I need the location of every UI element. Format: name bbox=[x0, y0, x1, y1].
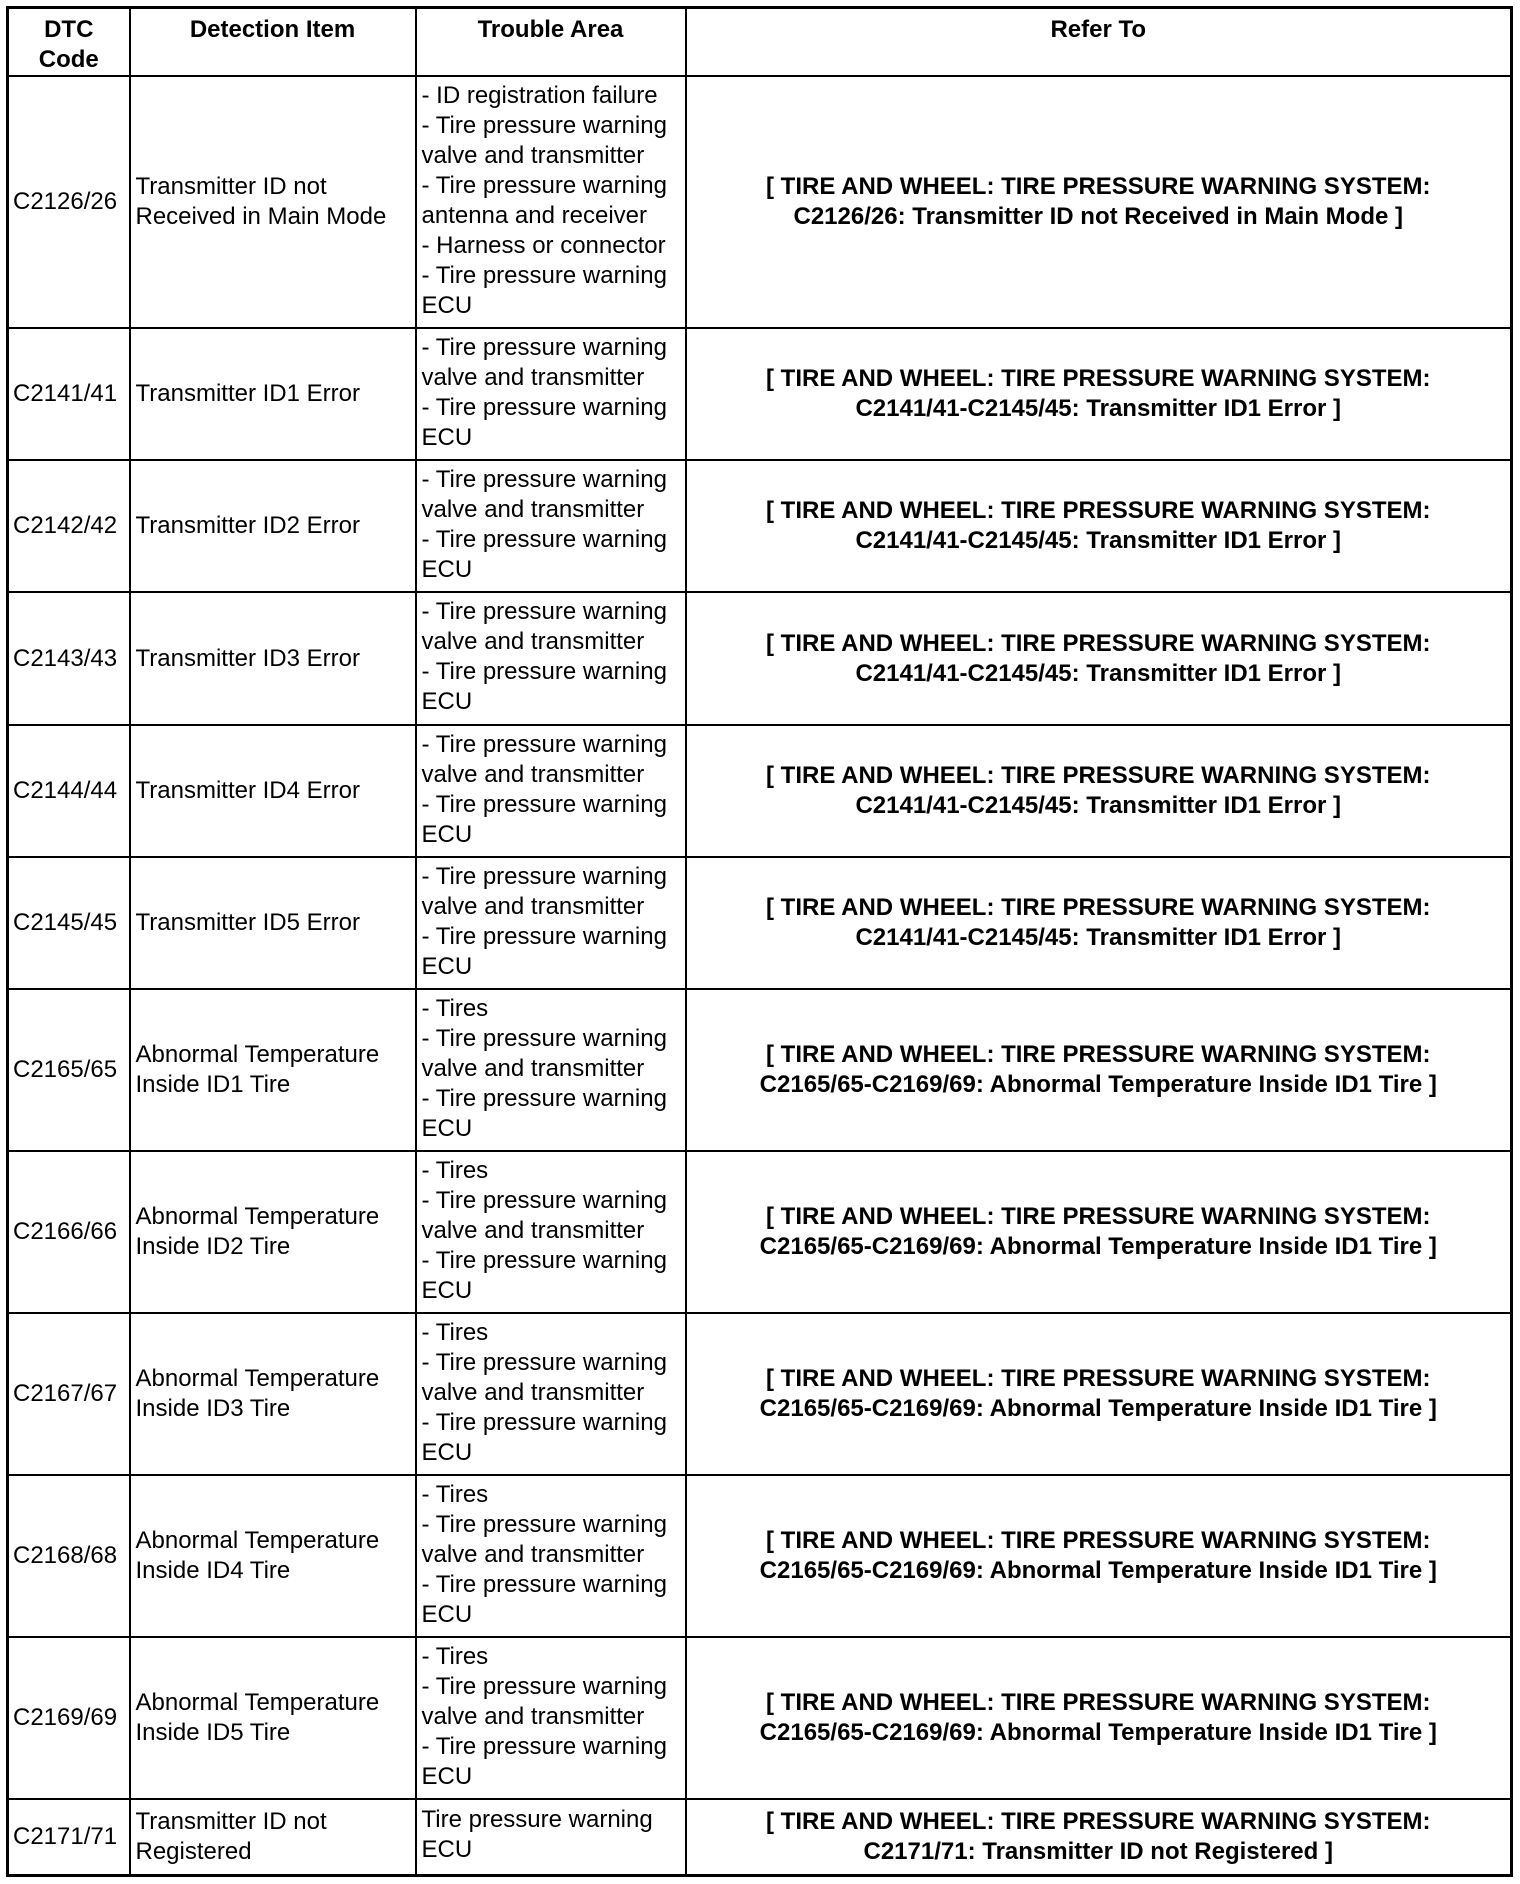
refer-to-line: C2165/65-C2169/69: Abnormal Temperature Inside ID1 Tire ] bbox=[759, 1719, 1437, 1746]
header-detection-item-label: Detection Item bbox=[189, 16, 356, 43]
refer-to-cell bbox=[686, 1475, 1512, 1637]
refer-to-line: [ TIRE AND WHEEL: TIRE PRESSURE WARNING SYSTEM: bbox=[766, 365, 1431, 392]
refer-to-line: [ TIRE AND WHEEL: TIRE PRESSURE WARNING SYSTEM: bbox=[766, 1807, 1431, 1835]
refer-to-cell bbox=[686, 1799, 1512, 1875]
refer-to-line: C2126/26: Transmitter ID not Received in Main Mode ] bbox=[793, 203, 1403, 230]
trouble-area-item: - Tire pressure warning antenna and receiver bbox=[421, 172, 667, 229]
trouble-area-item: - Tire pressure warning ECU bbox=[421, 1247, 667, 1304]
trouble-area-item: - Tire pressure warning ECU bbox=[421, 394, 667, 451]
table-row bbox=[8, 725, 1512, 857]
trouble-area-cell bbox=[416, 1475, 686, 1637]
trouble-area-item: - Harness or connector bbox=[421, 232, 666, 259]
refer-to-line: C2141/41-C2145/45: Transmitter ID1 Error ] bbox=[855, 527, 1342, 554]
trouble-area-cell bbox=[416, 328, 686, 460]
table-row bbox=[8, 1475, 1512, 1637]
trouble-area-item: - Tire pressure warning ECU bbox=[421, 1733, 667, 1790]
detection-item-cell: Transmitter ID2 Error bbox=[130, 460, 416, 592]
refer-to-line: C2165/65-C2169/69: Abnormal Temperature Inside ID1 Tire ] bbox=[759, 1557, 1437, 1584]
refer-to-line: [ TIRE AND WHEEL: TIRE PRESSURE WARNING SYSTEM: bbox=[766, 1527, 1431, 1554]
refer-to-line: [ TIRE AND WHEEL: TIRE PRESSURE WARNING SYSTEM: bbox=[766, 762, 1431, 789]
refer-to-line: [ TIRE AND WHEEL: TIRE PRESSURE WARNING SYSTEM: bbox=[766, 894, 1431, 921]
refer-to-line: [ TIRE AND WHEEL: TIRE PRESSURE WARNING SYSTEM: bbox=[766, 1365, 1431, 1392]
trouble-area-cell bbox=[416, 76, 686, 328]
trouble-area-item: - Tire pressure warning ECU bbox=[421, 1409, 667, 1466]
refer-to-cell bbox=[686, 76, 1512, 328]
trouble-area-cell bbox=[416, 592, 686, 725]
trouble-area-cell bbox=[416, 1313, 686, 1475]
refer-to-cell bbox=[686, 460, 1512, 592]
trouble-area-item: - Tire pressure warning valve and transmitter bbox=[421, 1673, 667, 1730]
header-trouble-area bbox=[416, 8, 686, 77]
dtc-code-cell: C2165/65 bbox=[8, 989, 130, 1151]
detection-item-cell: Transmitter ID4 Error bbox=[130, 725, 416, 857]
detection-item-cell: Transmitter ID not Registered bbox=[130, 1799, 416, 1875]
trouble-area-item: - Tire pressure warning ECU bbox=[421, 658, 667, 715]
trouble-area-item: - Tire pressure warning valve and transmitter bbox=[421, 1025, 667, 1082]
refer-to-line: [ TIRE AND WHEEL: TIRE PRESSURE WARNING SYSTEM: bbox=[766, 173, 1431, 200]
table-row bbox=[8, 989, 1512, 1151]
refer-to-line: C2141/41-C2145/45: Transmitter ID1 Error ] bbox=[855, 924, 1342, 951]
dtc-table bbox=[6, 6, 1513, 1877]
trouble-area-item: - Tires bbox=[421, 995, 489, 1022]
detection-item-cell: Transmitter ID not Received in Main Mode bbox=[130, 76, 416, 328]
dtc-code-cell: C2126/26 bbox=[8, 76, 130, 328]
header-refer-to bbox=[686, 8, 1512, 77]
dtc-code-cell: C2168/68 bbox=[8, 1475, 130, 1637]
refer-to-line: C2165/65-C2169/69: Abnormal Temperature Inside ID1 Tire ] bbox=[759, 1395, 1437, 1422]
refer-to-line: C2165/65-C2169/69: Abnormal Temperature Inside ID1 Tire ] bbox=[759, 1071, 1437, 1098]
header-refer-to-label: Refer To bbox=[1050, 16, 1147, 43]
detection-item-cell: Transmitter ID1 Error bbox=[130, 328, 416, 460]
refer-to-line: [ TIRE AND WHEEL: TIRE PRESSURE WARNING SYSTEM: bbox=[766, 1041, 1431, 1068]
refer-to-line: C2171/71: Transmitter ID not Registered ] bbox=[863, 1837, 1333, 1865]
table-row bbox=[8, 1799, 1512, 1875]
table-row bbox=[8, 1313, 1512, 1475]
detection-item-cell: Transmitter ID3 Error bbox=[130, 592, 416, 725]
dtc-code-cell: C2171/71 bbox=[8, 1799, 130, 1875]
table-row bbox=[8, 1637, 1512, 1799]
refer-to-line: C2141/41-C2145/45: Transmitter ID1 Error ] bbox=[855, 395, 1342, 422]
dtc-code-cell: C2141/41 bbox=[8, 328, 130, 460]
trouble-area-item: - Tire pressure warning valve and transmitter bbox=[421, 1349, 667, 1406]
detection-item-cell: Abnormal Temperature Inside ID3 Tire bbox=[130, 1313, 416, 1475]
table-body bbox=[8, 76, 1512, 1875]
refer-to-cell bbox=[686, 328, 1512, 460]
trouble-area-cell bbox=[416, 857, 686, 989]
dtc-code-cell: C2166/66 bbox=[8, 1151, 130, 1313]
trouble-area-cell bbox=[416, 460, 686, 592]
table-row bbox=[8, 460, 1512, 592]
header-trouble-area-label: Trouble Area bbox=[477, 16, 624, 43]
trouble-area-item: - ID registration failure bbox=[421, 82, 658, 109]
trouble-area-item: - Tire pressure warning valve and transmitter bbox=[421, 466, 667, 523]
trouble-area-item: - Tire pressure warning valve and transmitter bbox=[421, 112, 667, 169]
table-row bbox=[8, 76, 1512, 328]
refer-to-cell bbox=[686, 592, 1512, 725]
header-detection-item bbox=[130, 8, 416, 77]
trouble-area-item: - Tire pressure warning valve and transmitter bbox=[421, 1511, 667, 1568]
detection-item-cell: Abnormal Temperature Inside ID4 Tire bbox=[130, 1475, 416, 1637]
trouble-area-item: - Tire pressure warning valve and transmitter bbox=[421, 1187, 667, 1244]
dtc-code-cell: C2167/67 bbox=[8, 1313, 130, 1475]
table-row bbox=[8, 1151, 1512, 1313]
trouble-area-item: - Tires bbox=[421, 1157, 489, 1184]
refer-to-cell bbox=[686, 857, 1512, 989]
trouble-area-item: - Tire pressure warning ECU bbox=[421, 1085, 667, 1142]
trouble-area-item: - Tire pressure warning ECU bbox=[421, 1571, 667, 1628]
trouble-area-cell bbox=[416, 1799, 686, 1875]
detection-item-cell: Abnormal Temperature Inside ID2 Tire bbox=[130, 1151, 416, 1313]
table-row bbox=[8, 857, 1512, 989]
trouble-area-item: - Tire pressure warning ECU bbox=[421, 526, 667, 583]
header-row bbox=[8, 8, 1512, 77]
trouble-area-item: - Tire pressure warning valve and transmitter bbox=[421, 598, 667, 655]
refer-to-line: [ TIRE AND WHEEL: TIRE PRESSURE WARNING SYSTEM: bbox=[766, 1203, 1431, 1230]
dtc-code-cell: C2142/42 bbox=[8, 460, 130, 592]
dtc-code-cell: C2145/45 bbox=[8, 857, 130, 989]
trouble-area-item: - Tires bbox=[421, 1319, 489, 1346]
refer-to-cell bbox=[686, 989, 1512, 1151]
trouble-area-cell bbox=[416, 725, 686, 857]
dtc-code-cell: C2144/44 bbox=[8, 725, 130, 857]
header-dtc-code-line: Code bbox=[38, 46, 99, 73]
trouble-area-item: - Tire pressure warning ECU bbox=[421, 262, 667, 319]
refer-to-cell bbox=[686, 1151, 1512, 1313]
refer-to-line: C2141/41-C2145/45: Transmitter ID1 Error ] bbox=[855, 792, 1342, 819]
refer-to-line: [ TIRE AND WHEEL: TIRE PRESSURE WARNING SYSTEM: bbox=[766, 497, 1431, 524]
trouble-area-item: - Tire pressure warning ECU bbox=[421, 791, 667, 848]
refer-to-line: C2165/65-C2169/69: Abnormal Temperature Inside ID1 Tire ] bbox=[759, 1233, 1437, 1260]
trouble-area-item: - Tire pressure warning ECU bbox=[421, 923, 667, 980]
header-dtc-code bbox=[8, 8, 130, 77]
refer-to-cell bbox=[686, 725, 1512, 857]
refer-to-line: [ TIRE AND WHEEL: TIRE PRESSURE WARNING SYSTEM: bbox=[766, 629, 1431, 657]
refer-to-cell bbox=[686, 1637, 1512, 1799]
dtc-code-cell: C2169/69 bbox=[8, 1637, 130, 1799]
trouble-area-cell bbox=[416, 1637, 686, 1799]
table-header bbox=[8, 8, 1512, 77]
trouble-area-item: - Tires bbox=[421, 1481, 489, 1508]
detection-item-cell: Abnormal Temperature Inside ID1 Tire bbox=[130, 989, 416, 1151]
refer-to-cell bbox=[686, 1313, 1512, 1475]
dtc-code-cell: C2143/43 bbox=[8, 592, 130, 725]
trouble-area-item: - Tire pressure warning valve and transmitter bbox=[421, 731, 667, 788]
trouble-area-item: - Tire pressure warning valve and transmitter bbox=[421, 863, 667, 920]
trouble-area-item: Tire pressure warning ECU bbox=[421, 1805, 653, 1863]
trouble-area-item: - Tire pressure warning valve and transmitter bbox=[421, 334, 667, 391]
trouble-area-cell bbox=[416, 1151, 686, 1313]
trouble-area-item: - Tires bbox=[421, 1643, 489, 1670]
table-row bbox=[8, 592, 1512, 725]
table-row bbox=[8, 328, 1512, 460]
refer-to-line: [ TIRE AND WHEEL: TIRE PRESSURE WARNING SYSTEM: bbox=[766, 1689, 1431, 1716]
detection-item-cell: Transmitter ID5 Error bbox=[130, 857, 416, 989]
refer-to-line: C2141/41-C2145/45: Transmitter ID1 Error ] bbox=[855, 659, 1342, 687]
detection-item-cell: Abnormal Temperature Inside ID5 Tire bbox=[130, 1637, 416, 1799]
header-dtc-code-line: DTC bbox=[44, 16, 94, 43]
trouble-area-cell bbox=[416, 989, 686, 1151]
